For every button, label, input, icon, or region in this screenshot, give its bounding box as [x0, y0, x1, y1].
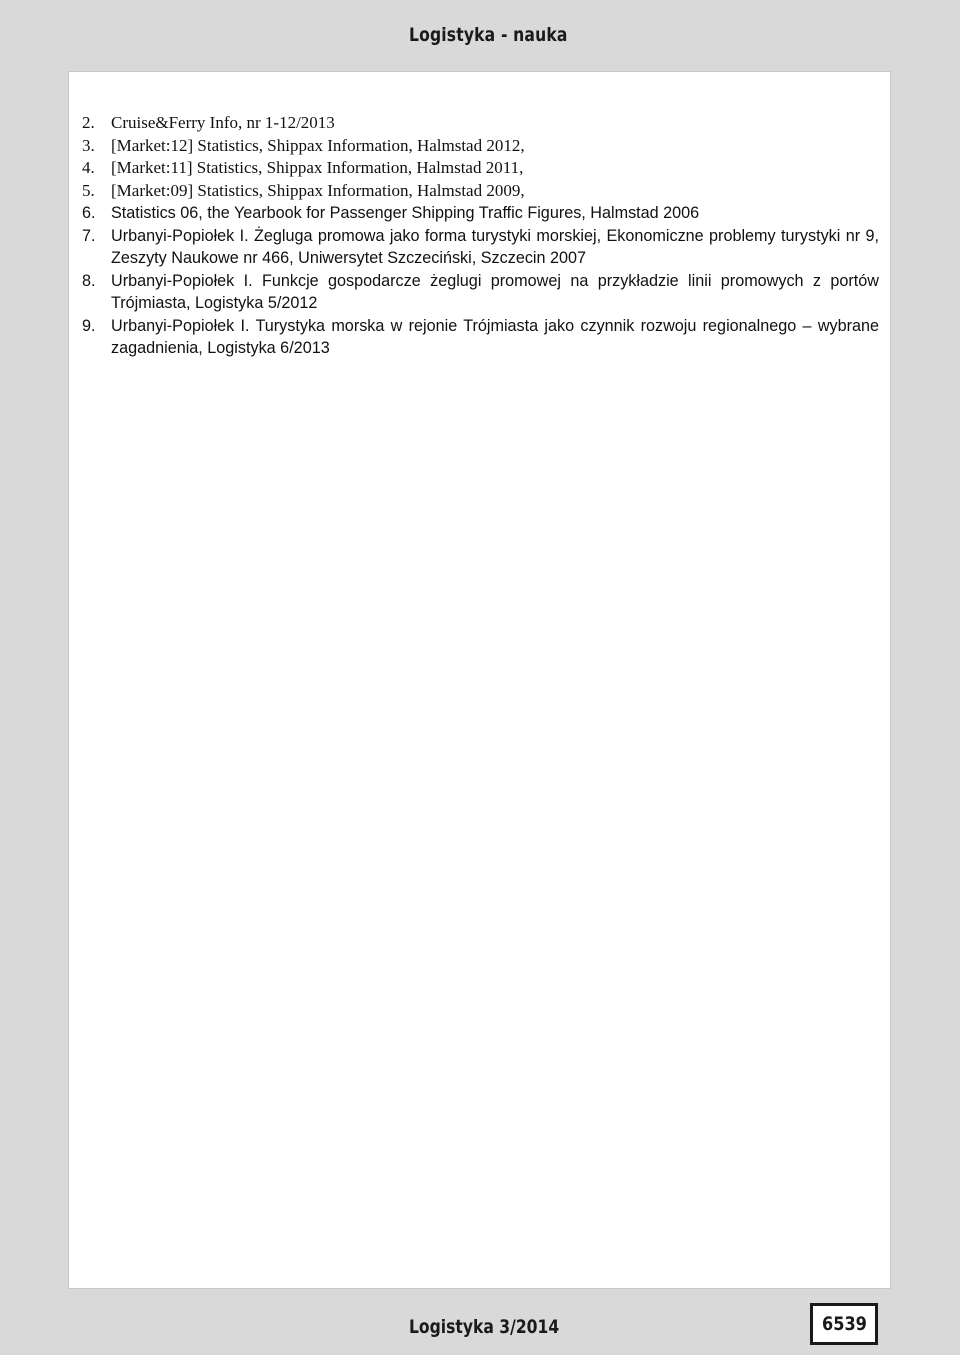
reference-text: Urbanyi-Popiołek I. Funkcje gospodarcze żeglugi promowej na przykładzie linii promowych z portów Trójmiasta, Logistyka 5/2012	[111, 271, 879, 312]
reference-number: 7.	[82, 226, 96, 245]
reference-item	[82, 202, 879, 225]
reference-number: 5.	[82, 180, 95, 200]
reference-item	[82, 135, 879, 158]
reference-item	[82, 270, 879, 315]
reference-number: 6.	[82, 204, 96, 222]
running-header-title: Logistyka - nauka	[409, 24, 568, 46]
reference-list	[82, 112, 879, 360]
page-content-area	[68, 71, 891, 1289]
reference-number: 8.	[82, 271, 96, 290]
reference-item	[82, 315, 879, 360]
reference-item	[82, 157, 879, 180]
reference-text: Urbanyi-Popiołek I. Żegluga promowa jako forma turystyki morskiej, Ekonomiczne problemy turystyki nr 9, Zeszyty Naukowe nr 466, Uniwersytet Szczeciński, Szczecin 2007	[111, 226, 879, 267]
reference-text: [Market:11] Statistics, Shippax Information, Halmstad 2011,	[111, 158, 524, 177]
footer-journal-issue: Logistyka 3/2014	[409, 1316, 560, 1338]
page-number-box	[810, 1303, 878, 1345]
reference-number: 3.	[82, 135, 95, 155]
reference-number: 9.	[82, 316, 96, 335]
reference-item	[82, 225, 879, 270]
reference-text: Urbanyi-Popiołek I. Turystyka morska w rejonie Trójmiasta jako czynnik rozwoju regionalnego – wybrane zagadnienia, Logistyka 6/2013	[111, 316, 879, 357]
reference-item	[82, 180, 879, 203]
reference-text: Cruise&Ferry Info, nr 1-12/2013	[111, 113, 335, 132]
reference-number: 2.	[82, 113, 95, 132]
reference-text: Statistics 06, the Yearbook for Passenger Shipping Traffic Figures, Halmstad 2006	[111, 204, 700, 222]
reference-text: [Market:12] Statistics, Shippax Information, Halmstad 2012,	[111, 135, 525, 155]
reference-number: 4.	[82, 158, 95, 177]
reference-item	[82, 112, 879, 135]
reference-text: [Market:09] Statistics, Shippax Information, Halmstad 2009,	[111, 180, 525, 200]
page-number: 6539	[821, 1313, 867, 1335]
